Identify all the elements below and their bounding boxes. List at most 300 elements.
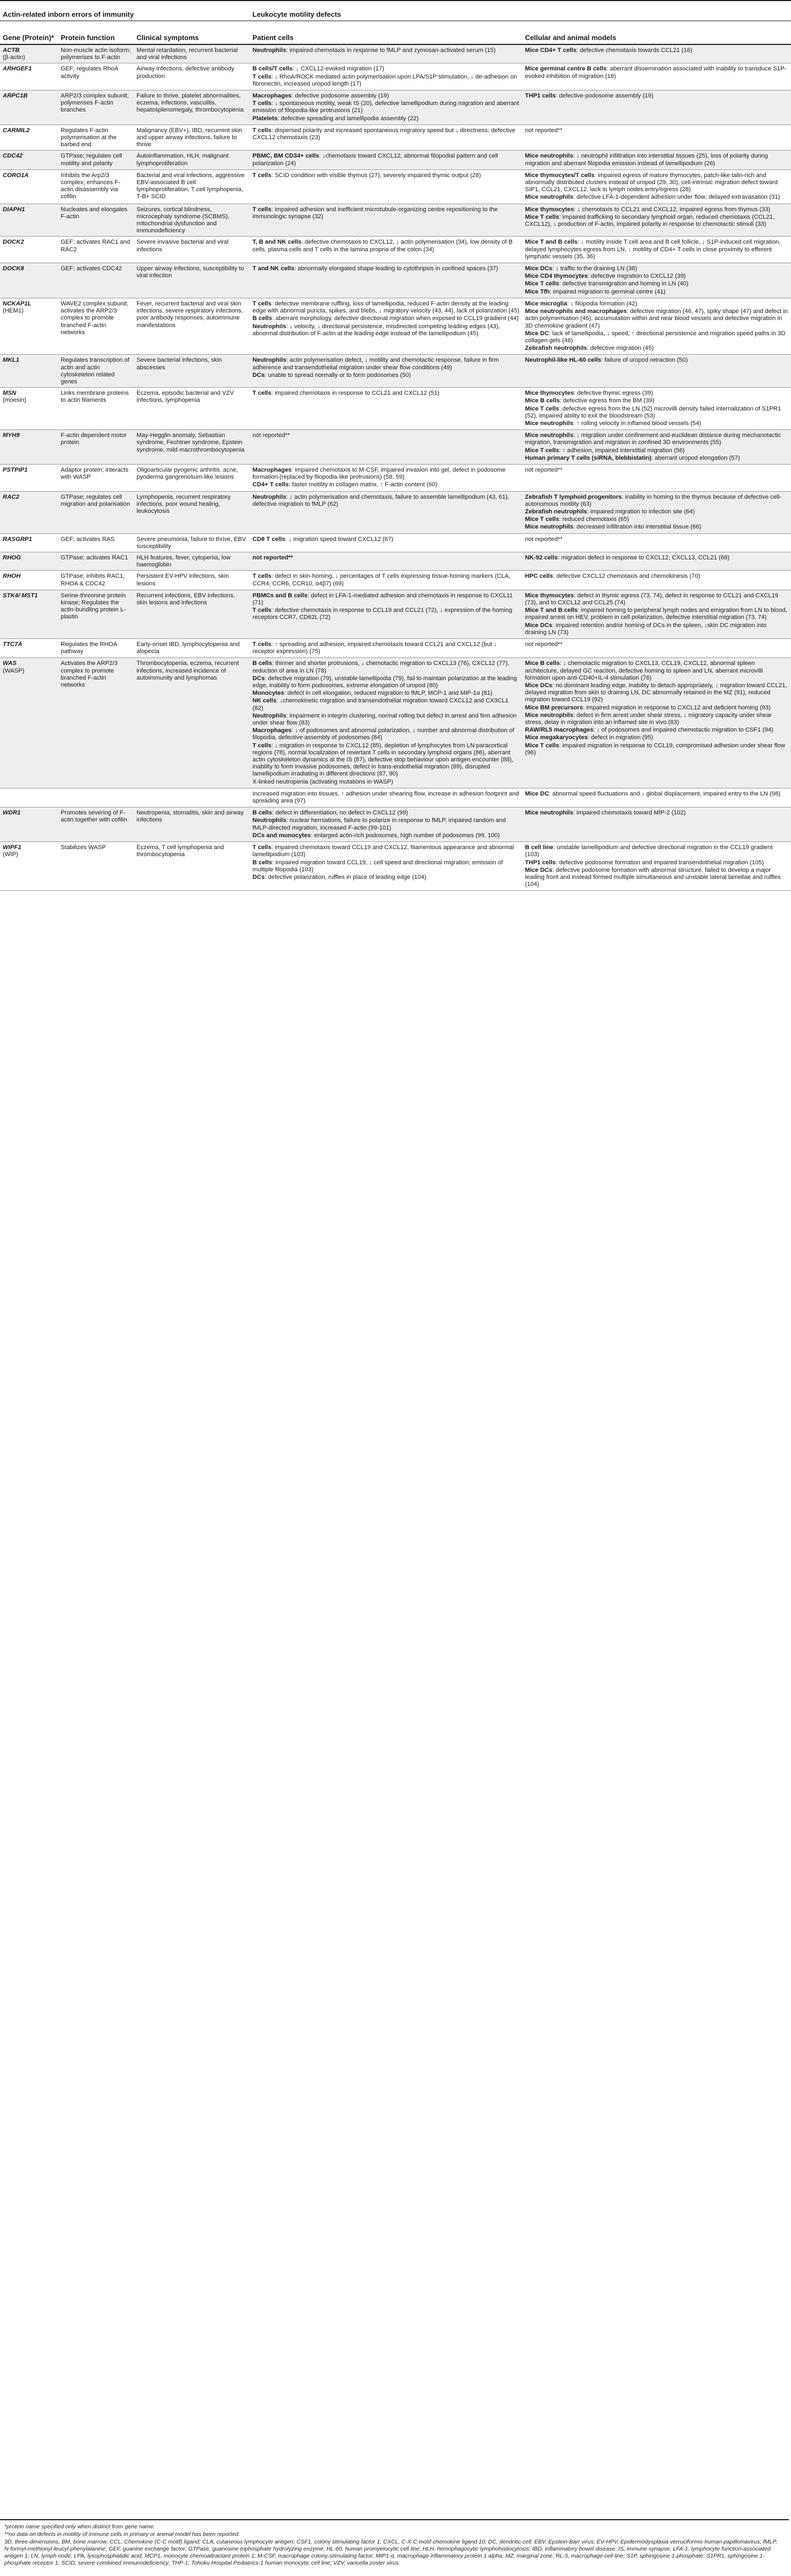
patient-cell-entry (252, 315, 520, 322)
cell-type-label: Neutrophils (252, 712, 287, 719)
cell-type-label: T cells (252, 300, 271, 307)
table-row (0, 263, 791, 298)
model-entry (525, 390, 788, 397)
finding-text: : decreased infiltration into interstitial tissue (66) (573, 524, 702, 531)
cell-type-label: Mice T and B cells (525, 607, 578, 614)
finding-text: : ↓ of podosomes and abnormal polarization, ↓ number and abnormal distribution of filopodia, defective assembly of podosomes (84) (252, 727, 515, 741)
protein-name: (WASP) (3, 667, 24, 674)
table-row (0, 639, 791, 658)
gene-cell (0, 204, 58, 237)
finding-text: : ↓ neutrophil infiltration into interstitial tissues (25), loss of polarity during migration and aberrant filopodia emission instead of lamellipodium (26) (525, 153, 768, 167)
gene-cell (0, 788, 58, 807)
gene-symbol: WDR1 (3, 810, 21, 817)
symptoms-cell: Upper airway infections, susceptibility to viral infection (134, 263, 250, 298)
patient-cell-entry (252, 100, 520, 114)
patient-cells-cell (250, 90, 522, 125)
finding-text: : impaired retention and/or homing of DCs in the spleen, ↓skin DC migration into draining LN (73) (525, 622, 767, 636)
models-cell (522, 533, 791, 552)
finding-text: not reported** (525, 641, 563, 648)
finding-text: : ↓ motility inside T cell area and B cell follicle, ↓ S1P-induced cell migration, delayed lymphocytes egress from LN, ↓ motility of CD4+ T cells in close proximity to efferent lymphatic vessels (35, 36) (525, 239, 781, 260)
finding-text: : impaired chemotaxis to M-CSF, impaired invasion into gel, defect in podosome formation (replaced by filopodia-like protrusions) (58, 59) (252, 466, 506, 481)
cell-type-label: Mice neutrophils (525, 432, 573, 439)
models-cell (522, 590, 791, 638)
model-entry (525, 867, 788, 889)
group-header-left: Actin-related inborn errors of immunity (0, 1, 250, 21)
finding-text: : defective podosome assembly (19) (291, 93, 389, 100)
cell-type-label: DCs (252, 371, 265, 379)
model-entry (525, 516, 788, 523)
gene-cell (0, 590, 58, 638)
symptoms-cell: Mental retardation, recurrent bacterial and viral infections (134, 44, 250, 63)
models-cell (522, 552, 791, 570)
patient-cells-cell (250, 464, 522, 491)
cell-type-label: Mice T and B cells (525, 239, 578, 246)
symptoms-cell: Early-onset IBD, lymphocytopenia and alopecia (134, 639, 250, 658)
finding-text: not reported** (525, 127, 563, 134)
patient-cells-cell (250, 533, 522, 552)
model-entry (525, 127, 788, 134)
table-row (0, 151, 791, 169)
models-cell (522, 237, 791, 263)
model-entry (525, 172, 788, 194)
cell-type-label: T cells (252, 742, 271, 749)
gene-cell (0, 658, 58, 788)
patient-cell-entry (252, 432, 520, 439)
patient-cell-entry (252, 323, 520, 337)
model-entry (525, 641, 788, 648)
finding-text: : no dominant leading edge, inability to detach appropriately, ↓ migration toward CCL21, delayed migration from skin to draining LN, DC abnormally retained in the MZ (91), reduced migration toward CCL19 (92) (525, 682, 787, 703)
finding-text: : impaired migration toward CCL19, ↓ cell speed and directional migration; emission of multiple filopodia (103) (252, 859, 503, 873)
patient-cell-entry (252, 844, 520, 858)
gene-symbol: DIAPH1 (3, 206, 25, 213)
patient-cell-entry (252, 536, 520, 543)
gene-symbol: DOCK8 (3, 265, 24, 272)
models-cell (522, 263, 791, 298)
gene-cell (0, 355, 58, 388)
symptoms-cell: Severe pneumonia, failure to thrive, EBV susceptibility (134, 533, 250, 552)
model-entry (525, 153, 788, 167)
finding-text: : ↓ CXCL12-evoked migration (17) (293, 66, 385, 73)
patient-cell-entry (252, 592, 520, 606)
finding-text: not reported** (525, 466, 563, 473)
gene-symbol: WAS (3, 660, 17, 667)
patient-cells-cell (250, 639, 522, 658)
finding-text: : impaired migration to infection site (64) (587, 508, 695, 515)
model-entry (525, 712, 788, 726)
cell-type-label: B cells (252, 315, 273, 322)
gene-symbol: NCKAP1L (3, 300, 31, 307)
symptoms-cell: Thrombocytopenia, eczema, recurrent infections, increased incidence of autoimmunity and lymphomas (134, 658, 250, 788)
patient-cell-entry (252, 697, 520, 712)
patient-cell-entry (252, 127, 520, 141)
cell-type-label: Mice DCs (525, 265, 553, 272)
cell-type-label: RAW/RL5 macrophages (525, 727, 594, 734)
finding-text: : faster motility in collagen matrix, ↑ F-actin content (60) (288, 481, 438, 488)
protein-name: (moesin) (3, 397, 27, 404)
finding-text: : thinner and shorter protrusions, ↓ chemotactic migration to CXCL13 (76), CXCL12 (77), reduction of area in LN (78) (252, 660, 509, 674)
gene-symbol: PSTPIP1 (3, 466, 28, 473)
model-entry (525, 622, 788, 636)
cell-type-label: Mice megakaryocytes (525, 734, 588, 741)
cell-type-label: THP1 cells (525, 859, 556, 866)
gene-cell (0, 298, 58, 354)
finding-text: : ↓ migration in response to CXCL12 (85), depletion of lymphocytes from LN paracortical regions (78), normal localization of revertant T cells in secondary lymphoid organs (86), aberrant actin cytoskeleton dynamics at the IS (87), defective stop behaviour upon antigen encounter (88), inability to form invasive podosomes, defect in trans-endothelial migration (89), disrupted lamellipodium irradiating in different directions (87, 90) (252, 742, 514, 778)
cell-type-label: Mice neutrophils (525, 153, 573, 160)
finding-text: : defective membrane ruffling, loss of lamellipodia, reduced F-actin density at the leading edge with abnormal puncta, spikes, and blebs, ↓ migratory velocity (43, 44), lack of polarization (45) (252, 300, 520, 315)
finding-text: : ↑ adhesion, impaired interstitial migration (56) (559, 447, 685, 454)
model-entry (525, 239, 788, 260)
finding-text: : defective LFA-1-dependent adhesion under flow; delayed extravasation (31) (573, 194, 780, 201)
table-row (0, 125, 791, 151)
function-cell: Activates the ARP2/3 complex to promote branched F-actin networks (58, 658, 134, 788)
table-row (0, 590, 791, 638)
cell-type-label: T cells (252, 390, 271, 397)
patient-cell-entry (252, 372, 520, 379)
cell-type-label: T cells (252, 607, 271, 614)
symptoms-cell: HLH features, fever, cytopenia, low haemoglobin (134, 552, 250, 570)
cell-type-label: Mice CD4+ T cells (525, 47, 576, 54)
table-row (0, 491, 791, 533)
models-cell (522, 355, 791, 388)
patient-cells-cell (250, 590, 522, 638)
protein-name: (HEM1) (3, 308, 24, 315)
cell-type-label: T cells (252, 73, 271, 80)
cell-type-label: PBMCs and B cells (252, 592, 308, 599)
function-cell: Adaptor protein; interacts with WASP (58, 464, 134, 491)
model-entry (525, 357, 788, 364)
function-cell: GTPase; inhibits RAC1, RHOA & CDC42 (58, 571, 134, 590)
gene-symbol: MKL1 (3, 357, 20, 364)
finding-text: : impaired chemotaxis toward CCL19 and CXCL12, filamentous appearance and abnormal lamellipodium (103) (252, 844, 514, 858)
cell-type-label: Macrophages (252, 727, 292, 734)
patient-cells-cell (250, 44, 522, 63)
cell-type-label: Mice neutrophils (525, 712, 573, 719)
finding-text: : defect in thymic egress (73, 74), defect in response to CCL21 and CXCL19 (73), and to CXCL12 and CCL25 (74) (525, 592, 779, 606)
table-row (0, 430, 791, 465)
finding-text: : impaired adhesion and inefficient microtubule-organizing centre repositioning to the immunologic synapse (32) (252, 206, 498, 220)
gene-symbol: CARMIL2 (3, 127, 30, 134)
model-entry (525, 734, 788, 741)
cell-type-label: T cells (252, 206, 271, 213)
group-header-right: Leukocyte motility defects (250, 1, 791, 21)
finding-text: : defective chemotaxis towards CCL21 (16) (576, 47, 692, 54)
finding-text: : defective migration (46, 47), spiky shape (47) and defect in actin polymerisation (46), accumulation within and near blood vessels and defective migration in 3D chemokine gradient (47) (525, 308, 788, 329)
symptoms-cell: Eczema, episodic bacterial and VZV infections, lymphopenia (134, 388, 250, 430)
function-cell: Inhibits the Arp2/3 complex; enhances F-actin disassembly via cofilin (58, 169, 134, 204)
model-entry (525, 206, 788, 213)
symptoms-cell: Fever, recurrent bacterial and viral skin infections, severe respiratory infections, poor antibody responses, autoimmune manifestations (134, 298, 250, 354)
symptoms-cell: Failure to thrive, platelet abnormalities, eczema, infections, vasculitis, hepatosplenomegaly, thrombocytopenia (134, 90, 250, 125)
patient-cell-entry (252, 791, 520, 805)
finding-text: : defective egress from the LN (52) microvilli density failed internalization of S1PR1 (52), impaired ability to exit the bloodstream (53) (525, 405, 781, 419)
cell-type-label: Mice BM precursors (525, 704, 583, 711)
gene-cell (0, 430, 58, 465)
patient-cell-entry (252, 607, 520, 621)
model-entry (525, 194, 788, 201)
models-cell (522, 63, 791, 90)
symptoms-cell: May-Hegglin anomaly, Sebastian syndrome, Fechtner syndrome, Epstein syndrome, mild macrothrombocytopenia (134, 430, 250, 465)
function-cell: Nucleates and elongates F-actin (58, 204, 134, 237)
finding-text: : defective migration (45) (587, 345, 654, 352)
table-footnotes (0, 2519, 789, 2567)
finding-text: : defect in cell elongation, reduced migration to fMLP, MCP-1 and MIP-1α (81) (284, 690, 492, 697)
symptoms-cell: Lymphopenia, recurrent respiratory infections, poor wound healing, leukocytosis (134, 491, 250, 533)
patient-cell-entry (252, 153, 520, 167)
patient-cells-cell (250, 658, 522, 788)
protein-name: (WIP) (3, 851, 18, 858)
cell-type-label: Mice DC (525, 330, 549, 337)
table-row (0, 552, 791, 570)
finding-text: : ↓ chemotaxis to CCL21 and CXCL12, impaired egress from thymus (33) (574, 206, 770, 213)
finding-text: : impaired egress of mature thymocytes, patch-like talin-rich and abnormally distributed clusters instead of uropod (29, 30), cell-intrinsic migration defect toward SIP1, CCL21, CXCL12, lack in lymph nodes entry/egress (28) (525, 172, 778, 193)
symptoms-cell: Neutropenia, stomatitis, skin and airway infections (134, 807, 250, 842)
function-cell: Regulates the RHOA pathway (58, 639, 134, 658)
patient-cell-entry (252, 467, 520, 481)
function-cell: Stabilizes WASP (58, 842, 134, 891)
finding-text: : defective CXCL12 chemotaxis and chemokinesis (70) (553, 573, 701, 580)
cell-type-label: Human primary T cells (siRNA, blebbistatin) (525, 454, 652, 461)
cell-type-label: HPC cells (525, 573, 553, 580)
patient-cell-entry (252, 727, 520, 741)
patient-cell-entry (252, 390, 520, 397)
gene-symbol: RHOH (3, 573, 21, 580)
cell-type-label: Zebrafish neutrophils (525, 508, 587, 515)
model-entry (525, 573, 788, 580)
gene-cell (0, 807, 58, 842)
patient-cells-cell (250, 125, 522, 151)
patient-cells-cell (250, 552, 522, 570)
finding-text: : enlarged actin-rich podosomes, high number of podosomes (99, 100) (310, 832, 500, 839)
patient-cells-cell (250, 788, 522, 807)
model-entry (525, 508, 788, 516)
table-body (0, 44, 791, 891)
models-cell (522, 430, 791, 465)
patient-cell-entry (252, 817, 520, 831)
finding-text: : inability in homing to the thymus because of defective cell-autonomous motility (63) (525, 493, 782, 507)
finding-text: : ↓ of podosomes and impaired chemotactic migration to CSF1 (94) (593, 727, 774, 734)
table-row (0, 63, 791, 90)
finding-text: : aberrant morphology, defective directional migration when exposed to CCL19 gradient (44) (272, 315, 519, 322)
patient-cell-entry (252, 660, 520, 674)
model-entry (525, 810, 788, 817)
footnote: *protein name specified only when distinct from gene name. (4, 2523, 155, 2530)
function-cell: ARP2/3 complex subunit; polymerises F-actin branches (58, 90, 134, 125)
table-row (0, 807, 791, 842)
function-cell: Non-muscle actin isoform; polymerises to F-actin (58, 44, 134, 63)
gene-cell (0, 63, 58, 90)
finding-text: : defective-podosome assembly (19) (555, 93, 653, 100)
column-header-symptoms: Clinical symptoms (134, 21, 250, 45)
footnote: **no data on defects in motility of immune cells in primary or animal model has been reported. (4, 2531, 240, 2538)
patient-cells-cell (250, 355, 522, 388)
model-entry (525, 467, 788, 474)
cell-type-label: Neutrophils (252, 47, 287, 54)
model-entry (525, 406, 788, 420)
gene-cell (0, 151, 58, 169)
patient-cells-cell (250, 491, 522, 533)
cell-type-label: Mice germinal centre B cells (525, 66, 607, 73)
cell-type-label: T cells (252, 100, 271, 107)
cell-type-label: Mice thymocytes (525, 592, 574, 599)
gene-cell (0, 237, 58, 263)
models-cell (522, 658, 791, 788)
finding-text: : ↓ filopodia formation (42) (567, 300, 638, 307)
model-entry (525, 524, 788, 531)
cell-type-label: T cells (252, 641, 271, 648)
model-entry (525, 214, 788, 228)
cell-type-label: Macrophages (252, 466, 292, 473)
table-row (0, 44, 791, 63)
finding-text: not reported** (252, 432, 290, 439)
function-cell: Promotes severing of F-actin together with cofilin (58, 807, 134, 842)
finding-text: : ↓ actin polymerisation and chemotaxis, failure to assemble lamellipodium (43, 61), defective migration to fMLP (62) (252, 493, 509, 507)
cell-type-label: Zebrafish T lymphoid progenitors (525, 493, 622, 500)
gene-cell (0, 842, 58, 891)
finding-text: : ↑ spreading and adhesion, impaired chemotaxis toward CCL21 and CXCL12 (but ↓ receptor expression) (75) (252, 641, 497, 655)
cell-type-label: Mice CD4 thymocytes (525, 273, 588, 280)
patient-cell-entry (252, 494, 520, 508)
cell-type-label: Zebrafish neutrophils (525, 345, 587, 352)
patient-cell-entry (252, 810, 520, 817)
patient-cells-cell (250, 842, 522, 891)
models-cell (522, 90, 791, 125)
finding-text: : abnormally elongated shape leading to cytothripsis in confined spaces (37) (294, 265, 498, 272)
cell-type-label: CD8 T cells (252, 536, 286, 543)
model-entry (525, 301, 788, 308)
gene-cell (0, 169, 58, 204)
patient-cells-cell (250, 430, 522, 465)
model-entry (525, 859, 788, 866)
patient-cells-cell (250, 151, 522, 169)
gene-cell (0, 639, 58, 658)
model-entry (525, 727, 788, 734)
cell-type-label: Monocytes (252, 690, 284, 697)
model-entry (525, 494, 788, 508)
gene-cell (0, 533, 58, 552)
model-entry (525, 705, 788, 712)
finding-text: : impaired chemotaxis toward MIP-2 (102) (573, 810, 686, 817)
gene-cell (0, 552, 58, 570)
table-row (0, 237, 791, 263)
finding-text: : ↓chemokinetic migration and transendothelial migration toward CXCL12 and CX3CL1 (82) (252, 697, 509, 712)
cell-type-label: Mice B cells (525, 660, 560, 667)
finding-text: : impaired chemotaxis in response to CCL21 and CXCL12 (51) (271, 390, 440, 397)
patient-cell-entry (252, 357, 520, 371)
models-cell (522, 491, 791, 533)
models-cell (522, 639, 791, 658)
cell-type-label: Mice T cells (525, 447, 559, 454)
cell-type-label: B cells/T cells (252, 66, 293, 73)
models-cell (522, 44, 791, 63)
cell-type-label: Neutrophils (252, 493, 287, 500)
gene-cell (0, 125, 58, 151)
model-entry (525, 66, 788, 80)
cell-type-label: Mice Tfh (525, 288, 550, 295)
patient-cell-entry (252, 301, 520, 315)
finding-text: : reduced chemotaxis (65) (559, 516, 630, 523)
finding-text: : defective chemotaxis to CXCL12, ↓ actin polymerisation (34), low density of B cells, plasma cells and T cells in the lamina propria of the colon (34) (252, 239, 513, 253)
cell-type-label: T cells (252, 844, 271, 851)
patient-cell-entry (252, 93, 520, 100)
model-entry (525, 281, 788, 288)
models-cell (522, 807, 791, 842)
cell-type-label: Mice neutrophils (525, 420, 573, 427)
table-row (0, 842, 791, 891)
cell-type-label: Mice thymocytes (525, 206, 574, 213)
finding-text: : aberrant dissemination associated with inability to transduce S1P-evoked inhibition of migration (18) (525, 66, 787, 80)
models-cell (522, 842, 791, 891)
cell-type-label: T cells (252, 573, 271, 580)
table-row (0, 90, 791, 125)
finding-text: : defect in skin-homing, ↓ percentages of T cells expressing tissue-homing markers (CLA, CCR4, CCR6, CCR10, α4β7) (69) (252, 573, 510, 587)
finding-text: : defective thymic egress (39) (574, 390, 653, 397)
finding-text: : unstable lamellipodium and defective directional migration in the CCL19 gradient (103) (525, 844, 773, 858)
function-cell: GEF; activates RAC1 and RAC2 (58, 237, 134, 263)
patient-cells-cell (250, 169, 522, 204)
function-cell: GEF; activates RAS (58, 533, 134, 552)
gene-symbol: ACTB (3, 47, 20, 54)
finding-text: : lack of lamellipodia, ↓ speed, ↑ directional persistence and migration speed paths in 3D collagen gels (48) (525, 330, 786, 344)
patient-cells-cell (250, 388, 522, 430)
gene-symbol: RASGRP1 (3, 536, 33, 543)
models-cell (522, 571, 791, 590)
cell-type-label: Mice neutrophils (525, 810, 573, 817)
models-cell (522, 298, 791, 354)
column-header-gene: Gene (Protein)* (0, 21, 58, 45)
model-entry (525, 592, 788, 606)
cell-type-label: DCs (252, 675, 265, 682)
finding-text: : ↓ migration speed toward CXCL12 (67) (285, 536, 393, 543)
column-header-patient-cells: Patient cells (250, 21, 522, 45)
cell-type-label: Mice thymocytes (525, 390, 574, 397)
protein-name: (β-actin) (3, 54, 25, 61)
finding-text: : defect in LFA-1-mediated adhesion and chemotaxis in response to CXCL11 (71) (252, 592, 513, 606)
finding-text: : defect in migration (95) (587, 734, 653, 741)
function-cell: Links membrane proteins to actin filaments (58, 388, 134, 430)
gene-symbol: TTC7A (3, 641, 23, 648)
cell-type-label: Mice T cells (525, 281, 559, 288)
model-entry (525, 455, 788, 462)
cell-type-label: T and NK cells (252, 265, 295, 272)
symptoms-cell: Severe invasive bacterial and viral infections (134, 237, 250, 263)
cell-type-label: Mice neutrophils (525, 524, 573, 531)
cell-type-label: CD4+ T cells (252, 481, 289, 488)
model-entry (525, 682, 788, 704)
cell-type-label: Macrophages (252, 93, 292, 100)
models-cell (522, 464, 791, 491)
table-row (0, 169, 791, 204)
patient-cell-entry (252, 675, 520, 689)
model-entry (525, 308, 788, 330)
gene-cell (0, 491, 58, 533)
cell-type-label: Mice DCs (525, 622, 553, 629)
finding-text: X-linked neutropenia (activating mutations in WASP) (252, 778, 393, 785)
cell-type-label: B cells (252, 660, 273, 667)
gene-cell (0, 388, 58, 430)
cell-type-label: T, B and NK cells (252, 239, 302, 246)
patient-cell-entry (252, 239, 520, 253)
table-row (0, 571, 791, 590)
gene-cell (0, 571, 58, 590)
cell-type-label: B cells (252, 810, 273, 817)
patient-cells-cell (250, 263, 522, 298)
finding-text: not reported** (525, 536, 563, 543)
patient-cell-entry (252, 115, 520, 122)
model-entry (525, 844, 788, 858)
finding-text: : defective chemotaxis in response to CCL19 and CCL21 (72), ↓ expression of the homing receptors CCR7, CD62L (72) (252, 607, 513, 621)
model-entry (525, 742, 788, 757)
model-entry (525, 420, 788, 427)
